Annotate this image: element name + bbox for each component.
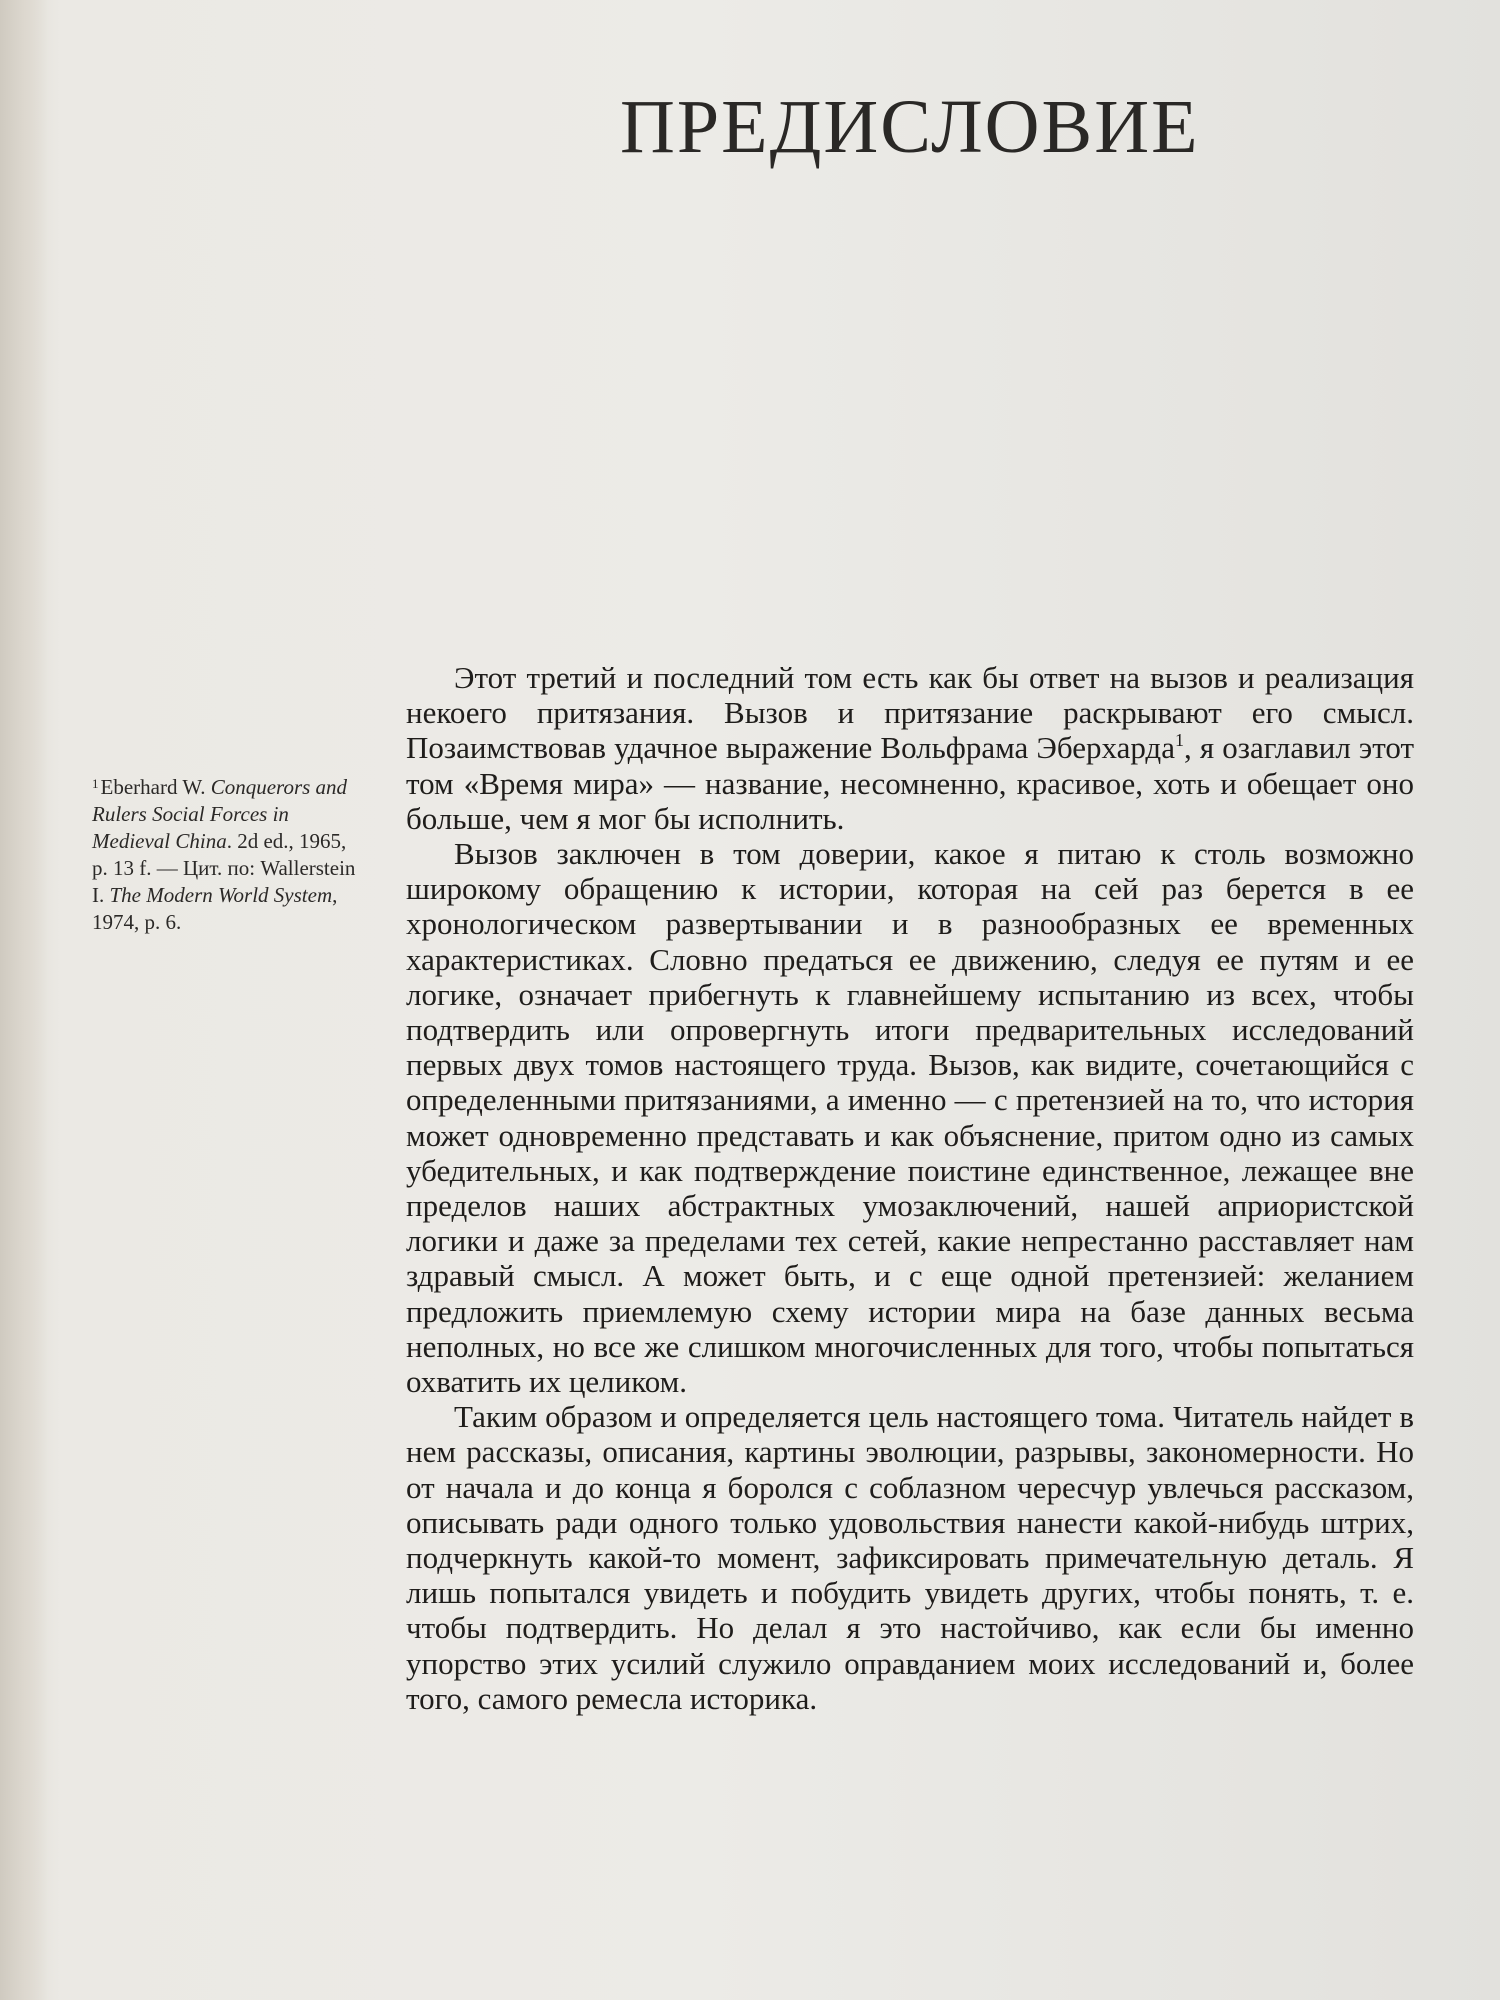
paragraph-2: Вызов заключен в том доверии, какое я питаю к столь возможно широкому обращению к истории, которая на сей раз берется в ее хронологическом развертывании и в разнообразных ее временных характеристиках. Словно предаться ее движению, следуя ее путям и ее логике, означает прибегнуть к главнейшему испытанию из всех, чтобы подтвердить или опровергнуть итоги предварительных исследований первых двух томов настоящего труда. Вызов, как видите, сочетающийся с определенными притязаниями, а именно — с претензией на то, что история может одновременно представать и как объяснение, притом одно из самых убедительных, и как подтверждение поистине единственное, лежащее вне пределов наших абстрактных умозаключений, нашей априористской логики и даже за пределами тех сетей, какие непрестанно расставляет нам здравый смысл. А может быть, и с еще одной претензией: желанием предложить приемлемую схему истории мира на базе данных весьма неполных, но все же слишком многочисленных для того, чтобы попытаться охватить их целиком. [406,836,1414,1400]
paragraph-1-start: Этот третий и последний том есть как бы ответ на вызов и реализация некоего притязания. Вызов и притязание раскрывают его смысл. Позаимствовав удачное выражение Вольфрама Эберхарда [406,660,1414,766]
page-gutter-shadow [0,0,48,2000]
footnote-number: 1 [92,776,99,791]
footnote-text [92,770,364,936]
footnote-cited-title: The Modern World System [109,883,333,907]
paragraph-3: Таким образом и определяется цель настоящего тома. Читатель найдет в нем рассказы, описания, картины эволюции, разрывы, закономерности. Но от начала и до конца я боролся с соблазном чересчур увлечься рассказом, описывать ради одного только удовольствия нанести какой-нибудь штрих, подчеркнуть какой-то момент, зафиксировать примечательную деталь. Я лишь попытался увидеть и побудить увидеть других, чтобы понять, т. е. чтобы подтвердить. Но делал я это настойчиво, как если бы именно упорство этих усилий служило оправданием моих исследований и, более того, самого ремесла историка. [406,1399,1414,1716]
main-text [406,660,1414,1716]
footnote-reference: 1 [1174,730,1184,751]
footnote-edition: . 2d ed., 1965, p. 13 f. — Цит. по: Wallerstein I. [92,829,356,907]
page-title: ПРЕДИСЛОВИЕ [620,85,1200,169]
paragraph-1 [406,660,1414,836]
paragraph-1-end: , я озаглавил этот том «Время мира» — название, несомненно, красивое, хоть и обещает оно больше, чем я мог бы исполнить. [406,730,1414,836]
footnote [92,770,364,936]
footnote-book-title: Conquerors and Rulers Social Forces in Medieval China [92,775,348,853]
footnote-cited-year: , 1974, p. 6. [92,883,338,934]
footnote-author: Eberhard W. [100,775,211,799]
